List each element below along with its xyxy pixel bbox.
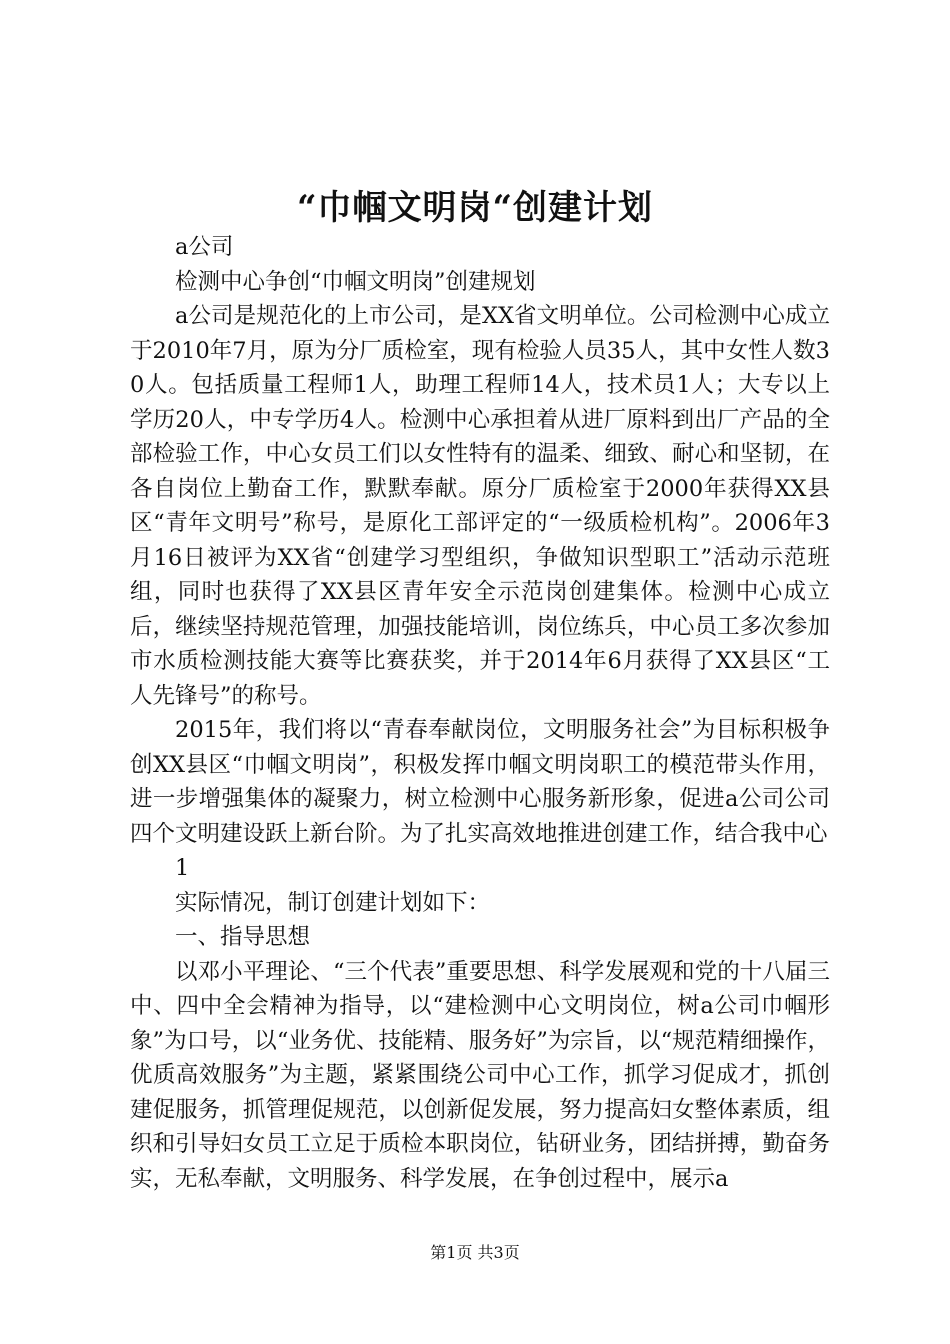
plan-subtitle-line: 检测中心争创“巾帼文明岗”创建规划 xyxy=(175,268,536,295)
page-footer: 第1页 共3页 xyxy=(430,1243,520,1262)
section-heading-guiding-ideology: 一、指导思想 xyxy=(175,924,311,950)
document-body xyxy=(130,230,830,1196)
company-name-line: a公司 xyxy=(175,234,234,260)
document-title: “巾帼文明岗“创建计划 xyxy=(296,188,654,228)
goal-paragraph: 2015年，我们将以“青春奉献岗位，文明服务社会”为目标积极争创XX县区“巾帼文明岗”，积极发挥巾帼文明岗职工的模范带头作用，进一步增强集体的凝聚力，树立检测中心服务新形象，促进a公司公司四个文明建设跃上新台阶。为了扎实高效地推进创建工作，结合我中心 xyxy=(130,717,830,847)
intro-paragraph: a公司是规范化的上市公司，是XX省文明单位。公司检测中心成立于2010年7月，原为分厂质检室，现有检验人员35人，其中女性人数30人。包括质量工程师1人，助理工程师14人，技术员1人；大专以上学历20人，中专学历4人。检测中心承担着从进厂原料到出厂产品的全部检验工作，中心女员工们以女性特有的温柔、细致、耐心和坚韧，在各自岗位上勤奋工作，默默奉献。原分厂质检室于2000年获得XX县区“青年文明号”称号，是原化工部评定的“一级质检机构”。2006年3月16日被评为XX省“创建学习型组织，争做知识型职工”活动示范班组，同时也获得了XX县区青年安全示范岗创建集体。检测中心成立后，继续坚持规范管理，加强技能培训，岗位练兵，中心员工多次参加市水质检测技能大赛等比赛获奖，并于2014年6月获得了XX县区“工人先锋号”的称号。 xyxy=(130,303,830,709)
guiding-ideology-paragraph: 以邓小平理论、“三个代表”重要思想、科学发展观和党的十八届三中、四中全会精神为指导，以“建检测中心文明岗位，树a公司巾帼形象”为口号，以“业务优、技能精、服务好”为宗旨，以“规范精细操作，优质高效服务”为主题，紧紧围绕公司中心工作，抓学习促成才，抓创建促服务，抓管理促规范，以创新促发展，努力提高妇女整体素质，组织和引导妇女员工立足于质检本职岗位，钻研业务，团结拼搏，勤奋务实，无私奉献，文明服务、科学发展，在争创过程中，展示a xyxy=(130,958,830,1192)
plan-intro-line: 实际情况，制订创建计划如下： xyxy=(175,889,491,916)
page-number-marker: 1 xyxy=(175,855,190,881)
